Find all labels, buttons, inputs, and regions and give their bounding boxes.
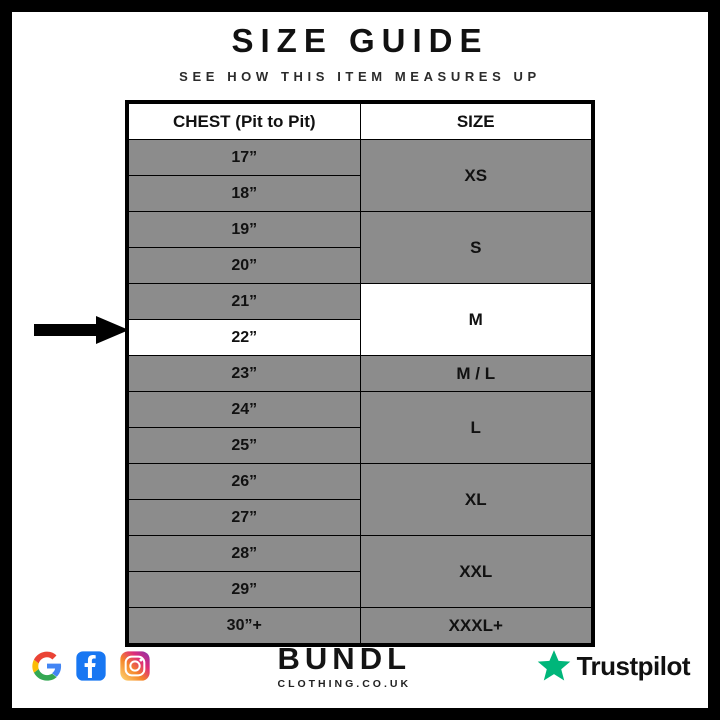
table-row (129, 536, 592, 572)
table-row (129, 140, 592, 176)
page-title: SIZE GUIDE (231, 22, 489, 59)
size-cell-m: M (360, 284, 592, 356)
google-icon[interactable] (30, 649, 64, 683)
size-cell-l: L (360, 392, 592, 464)
table-row (129, 392, 592, 428)
chest-cell-22-selected: 22” (129, 320, 361, 356)
size-table-container (125, 100, 595, 647)
size-cell-xxxl: XXXL+ (360, 608, 592, 644)
table-row (129, 464, 592, 500)
size-cell-xs: XS (360, 140, 592, 212)
chest-cell-27: 27” (129, 500, 361, 536)
trustpilot-label: Trustpilot (576, 650, 690, 681)
chest-cell-26: 26” (129, 464, 361, 500)
table-row (129, 212, 592, 248)
size-cell-xl: XL (360, 464, 592, 536)
instagram-icon[interactable] (118, 649, 152, 683)
chest-cell-21: 21” (129, 284, 361, 320)
size-cell-s: S (360, 212, 592, 284)
facebook-icon[interactable] (74, 649, 108, 683)
size-cell-xxl: XXL (360, 536, 592, 608)
size-table (128, 103, 592, 644)
chest-cell-29: 29” (129, 572, 361, 608)
column-header-size: SIZE (360, 104, 592, 140)
table-header-row (129, 104, 592, 140)
right-arrow-icon (34, 315, 130, 345)
chest-cell-23: 23” (129, 356, 361, 392)
brand-domain: CLOTHING.CO.UK (277, 677, 412, 690)
chest-cell-20: 20” (129, 248, 361, 284)
social-links (30, 649, 152, 683)
size-guide-card (12, 12, 708, 708)
trustpilot-logo[interactable] (537, 649, 690, 683)
chest-cell-18: 18” (129, 176, 361, 212)
brand-logo (152, 640, 537, 690)
chest-cell-17: 17” (129, 140, 361, 176)
chest-cell-28: 28” (129, 536, 361, 572)
chest-cell-25: 25” (129, 428, 361, 464)
column-header-chest: CHEST (Pit to Pit) (129, 104, 361, 140)
table-row (129, 284, 592, 320)
chest-cell-30plus: 30”+ (129, 608, 361, 644)
chest-cell-19: 19” (129, 212, 361, 248)
page-subtitle: SEE HOW THIS ITEM MEASURES UP (179, 69, 541, 84)
size-cell-ml: M / L (360, 356, 592, 392)
chest-cell-24: 24” (129, 392, 361, 428)
trustpilot-star-icon (537, 649, 571, 683)
table-row (129, 356, 592, 392)
brand-name: BUNDL (277, 640, 412, 676)
footer (12, 630, 708, 702)
